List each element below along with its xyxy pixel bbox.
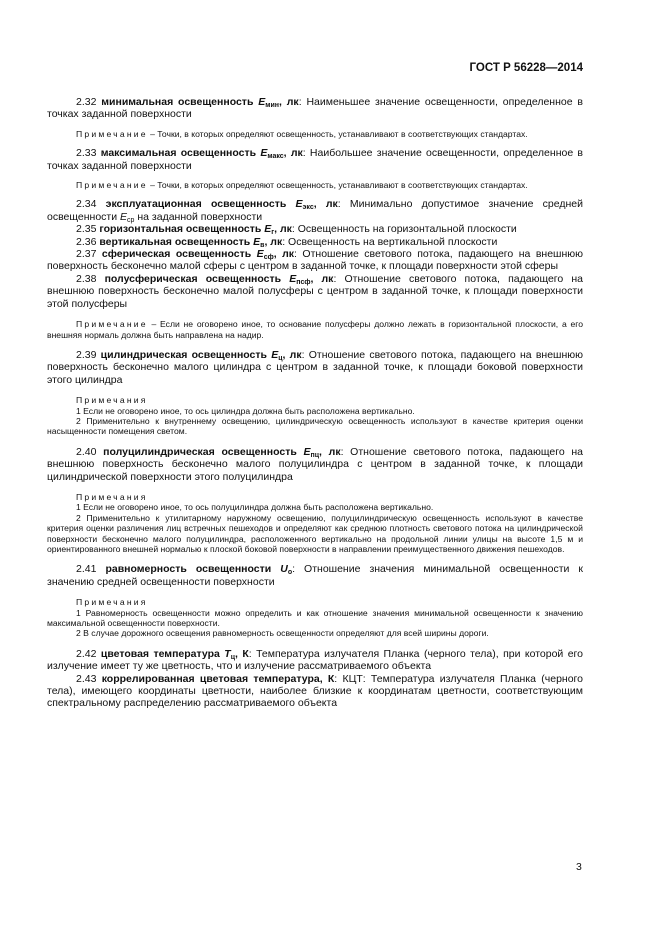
term-2-41: 2.41 равномерность освещенности $U_о$: Отношение значения минимальной освещенности к значению средней освещенности поверхности	[47, 563, 583, 588]
term-2-37: 2.37 сферическая освещенность $E_{сф}$, лк: Отношение светового потока, падающего на внешнюю поверхность бесконечно малой сферы с центром в заданной точке, к площади поверхности этой сферы	[47, 248, 584, 273]
note-item: 2 Применительно к внутреннему освещению, цилиндрическую освещенность используют в качестве критерия оценки насыщенности помещения светом.	[47, 415, 583, 437]
note-item: 1 Равномерность освещенности можно определить и как отношение значения минимальной освещенности к значению максимальной освещенности поверхности.	[47, 607, 583, 629]
note-2-32: Примечание – Точки, в которых определяют освещенность, устанавливают в соответствующих стандартах.	[76, 128, 528, 139]
note-item: 2 В случае дорожного освещения равномерность освещенности определяют для всей ширины дороги.	[76, 628, 489, 639]
page-number: 3	[576, 861, 582, 873]
document-body	[47, 96, 583, 710]
term-2-40: 2.40 полуцилиндрическая освещенность $E_{пц}$, лк: Отношение светового потока, падающего на внешнюю поверхность бесконечно малого полуцилиндра с центром в заданной точке, к площади цилиндрической поверхности этого полуцилиндра	[47, 445, 583, 483]
notes-2-41: Примечания 1 Равномерность освещенности можно определить и как отношение значения минимальной освещенности к значению максимальной освещенности поверхности. 2 В случае дорожного освещения равномерность освещенности определяют для всей ширины дороги.	[47, 597, 583, 639]
term-2-36: 2.36 вертикальная освещенность $E_в$, лк: Освещенность на вертикальной плоскости	[76, 235, 498, 249]
term-2-34: 2.34 эксплуатационная освещенность $E_{экс}$, лк: Минимально допустимое значение средней освещенности $E_{ср}$ на заданной поверхности	[47, 198, 584, 224]
term-2-39: 2.39 цилиндрическая освещенность $E_ц$, лк: Отношение светового потока, падающего на внешнюю поверхность бесконечно малого цилиндра с центром в заданной точке, к площади боковой поверхности этого цилиндра	[47, 348, 584, 386]
note-item: 1 Если не оговорено иное, то ось цилиндра должна быть расположена вертикально.	[76, 405, 415, 416]
term-2-33: 2.33 максимальная освещенность $E_{макс}$, лк: Наибольшее значение освещенности, определенное в точках заданной поверхности	[47, 147, 583, 172]
term-2-32: 2.32 минимальная освещенность $E_{мин}$, лк: Наименьшее значение освещенности, определенное в точках заданной поверхности	[47, 96, 584, 121]
term-2-43: 2.43 коррелированная цветовая температура, К: КЦТ: Температура излучателя Планка (черного тела), имеющего координаты цветности, наиболее близкие к координатам цветности, соответствующим спектральному распределению рассматриваемого объекта	[47, 672, 583, 710]
term-2-38: 2.38 полусферическая освещенность $E_{псф}$, лк: Отношение светового потока, падающего на внешнюю поверхность бесконечно малой полусферы с центром в заданной точке, к площади поверхности этой полусферы	[47, 272, 583, 310]
notes-2-40: Примечания 1 Если не оговорено иное, то ось полуцилиндра должна быть расположена вертикально. 2 Применительно к утилитарному наружному освещению, полуцилиндрическую освещенность используют в качестве критерия оценки различения лиц встречных пешеходов и определяют как среднюю плотность светового потока на цилиндрической поверхности бесконечно малого полуцилиндра, расположенного вертикально на продольной линии улицы на высоте 1,5 м и ориентированного внешней нормалью к плоской боковой поверхности в направлении преимущественного движения пешеходов.	[47, 491, 583, 554]
note-2-38: Примечание – Если не оговорено иное, то основание полусферы должно лежать в горизонтальной плоскости, а его внешняя нормаль должна быть направлена на надир.	[47, 319, 583, 340]
document-header: ГОСТ Р 56228—2014	[469, 62, 583, 74]
term-2-35: 2.35 горизонтальная освещенность $E_г$, лк: Освещенность на горизонтальной плоскости	[76, 223, 517, 237]
notes-2-39: Примечания 1 Если не оговорено иное, то ось цилиндра должна быть расположена вертикально. 2 Применительно к внутреннему освещению, цилиндрическую освещенность используют в качестве критерия оценки насыщенности помещения светом.	[47, 395, 583, 437]
note-2-33: Примечание – Точки, в которых определяют освещенность, устанавливают в соответствующих стандартах.	[76, 180, 528, 191]
note-item: 2 Применительно к утилитарному наружному освещению, полуцилиндрическую освещенность используют в качестве критерия оценки различения лиц встречных пешеходов и определяют как среднюю плотность светового потока на цилиндрической поверхности бесконечно малого полуцилиндра, расположенного вертикально на продольной линии улицы на высоте 1,5 м и ориентированного внешней нормалью к плоской боковой поверхности в направлении преимущественного движения пешеходов.	[47, 512, 583, 554]
term-2-42: 2.42 цветовая температура $T_ц$, К: Температура излучателя Планка (черного тела), при которой его излучение имеет ту же цветность, что и излучение рассматриваемого объекта	[47, 647, 583, 673]
note-item: 1 Если не оговорено иное, то ось полуцилиндра должна быть расположена вертикально.	[76, 502, 434, 513]
